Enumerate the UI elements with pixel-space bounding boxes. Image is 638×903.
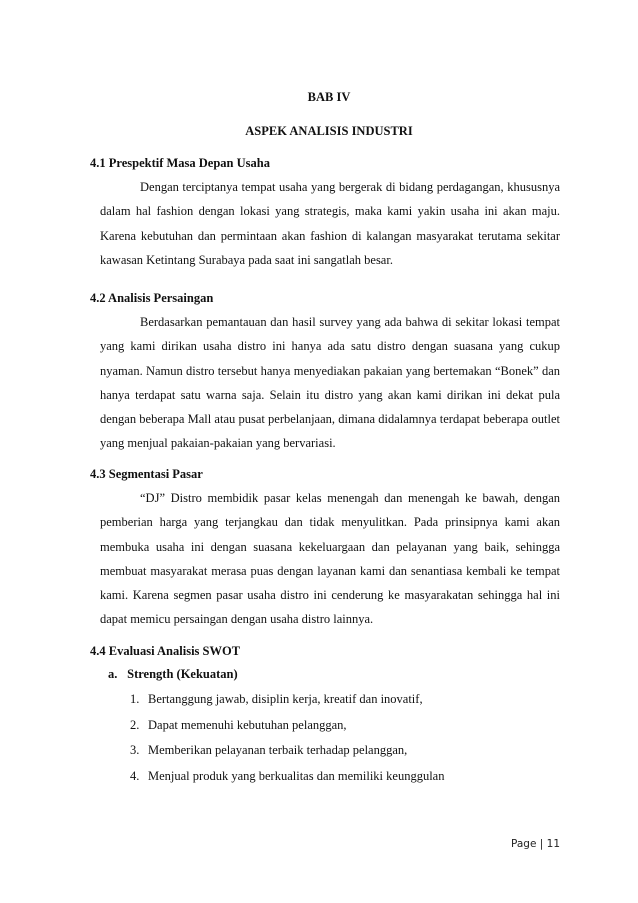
section-prospek [90, 154, 560, 272]
section-heading: 4.3 Segmentasi Pasar [90, 467, 203, 481]
section-heading: 4.4 Evaluasi Analisis SWOT [90, 644, 241, 658]
list-number: 1. [130, 692, 140, 706]
swot-subheading [90, 665, 560, 683]
chapter-title: ASPEK ANALISIS INDUSTRI [245, 124, 413, 138]
page-number: Page | 11 [511, 838, 560, 850]
section-segmentasi [90, 465, 560, 632]
list-item [130, 687, 560, 713]
list-number: 3. [130, 743, 140, 757]
list-number: 2. [130, 717, 140, 732]
list-number: 4. [130, 768, 140, 783]
section-paragraph: “DJ” Distro membidik pasar kelas menengah dan menengah ke bawah, dengan pemberian harga yang terjangkau dan tidak menyulitkan. Pada prinsipnya kami akan membuka usaha ini dengan suasana kekeluargaan dan pelayanan yang baik, sehingga membuat masyarakat merasa puas dengan layanan kami dan senantiasa kembali ke tempat kami. Karena segmen pasar usaha distro ini cenderung ke masyarakatan sehingga hal ini dapat memicu persaingan dengan usaha distro lainnya. [100, 491, 560, 627]
list-item [130, 738, 560, 764]
section-persaingan [90, 289, 560, 456]
list-item [130, 764, 560, 790]
list-text: Menjual produk yang berkualitas dan memiliki keunggulan [148, 768, 445, 783]
sub-marker: a. [108, 667, 118, 681]
list-item [130, 713, 560, 739]
section-swot [90, 642, 560, 789]
list-text: Dapat memenuhi kebutuhan pelanggan, [148, 717, 347, 732]
sub-heading-text: Strength (Kekuatan) [127, 667, 238, 681]
section-heading: 4.1 Prespektif Masa Depan Usaha [90, 156, 270, 170]
list-text: Bertanggung jawab, disiplin kerja, kreatif dan inovatif, [148, 692, 423, 706]
strength-list [90, 687, 560, 789]
section-paragraph: Berdasarkan pemantauan dan hasil survey yang ada bahwa di sekitar lokasi tempat yang kami dirikan usaha distro ini hanya ada satu distro dengan suasana yang cukup nyaman. Namun distro tersebut hanya menyediakan pakaian yang bertemakan “Bonek” dan hanya terdapat satu warna saja. Selain itu distro yang akan kami dirikan ini dekat pula dengan beberapa Mall atau pusat perbelanjaan, dimana didalamnya terdapat beberapa outlet yang menjual pakaian-pakaian yang bervariasi. [100, 315, 560, 451]
chapter-number: BAB IV [307, 90, 351, 104]
list-text: Memberikan pelayanan terbaik terhadap pelanggan, [148, 743, 408, 757]
section-paragraph: Dengan terciptanya tempat usaha yang bergerak di bidang perdagangan, khususnya dalam hal fashion dengan lokasi yang strategis, maka kami yakin usaha ini akan maju. Karena kebutuhan dan permintaan akan fashion di kalangan masyarakat terutama sekitar kawasan Ketintang Surabaya pada saat ini sangatlah besar. [100, 180, 560, 267]
section-heading: 4.2 Analisis Persaingan [90, 291, 214, 305]
